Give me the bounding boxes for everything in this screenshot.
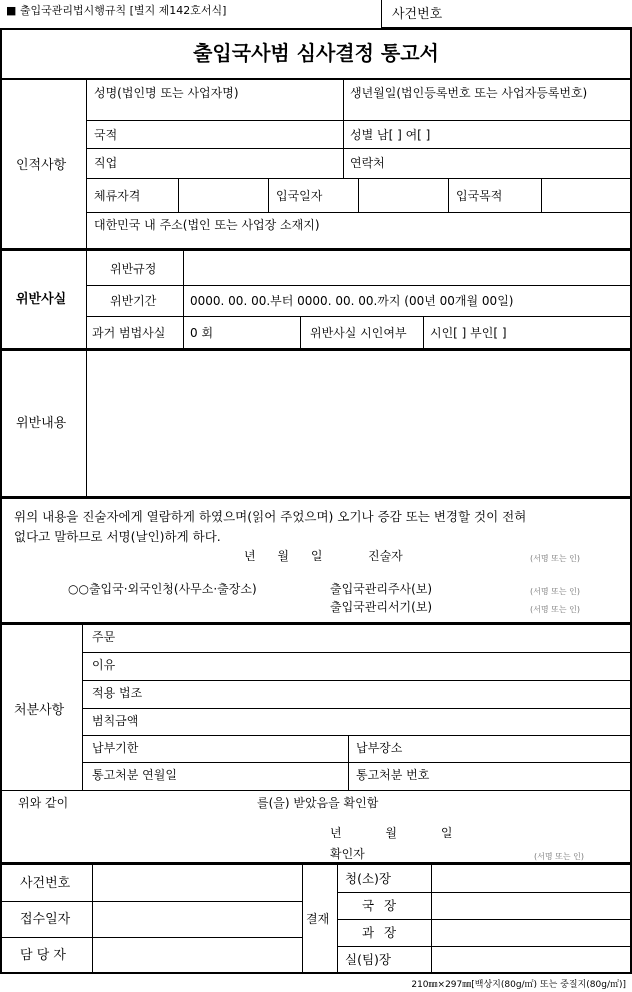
- name-field[interactable]: 성명(법인명 또는 사업자명): [94, 86, 239, 100]
- stater-label: 진술자: [368, 549, 403, 563]
- office-name: ○○출입국·외국인청(사무소·출장소): [68, 582, 257, 596]
- form-reference: ■ 출입국관리법시행규칙 [별지 제142호서식]: [6, 4, 227, 17]
- page-title: 출입국사범 심사결정 통고서: [193, 41, 439, 65]
- statement-line-2: 없다고 말하므로 서명(날인)하게 하다.: [14, 529, 221, 544]
- order-field[interactable]: 주문: [92, 630, 116, 644]
- applied-law-field[interactable]: 적용 법조: [92, 686, 143, 700]
- case-number-label: 사건번호: [392, 7, 443, 22]
- admission-value[interactable]: 시인[ ] 부인[ ]: [430, 326, 507, 340]
- stay-status-field[interactable]: 체류자격: [94, 189, 141, 203]
- statement-date[interactable]: 년 월 일: [244, 549, 323, 563]
- violation-content-area[interactable]: [88, 353, 630, 494]
- confirmer-sign[interactable]: (서명 또는 인): [534, 852, 584, 861]
- footer-person-label: 담 당 자: [20, 948, 66, 963]
- officer-1-sign[interactable]: (서명 또는 인): [530, 587, 580, 596]
- gender-field[interactable]: 성별 남[ ] 여[ ]: [350, 128, 431, 142]
- reason-field[interactable]: 이유: [92, 658, 116, 672]
- entry-purpose-field[interactable]: 입국목적: [456, 189, 503, 203]
- chief-label: 청(소)장: [345, 871, 391, 886]
- payment-place-field[interactable]: 납부장소: [356, 741, 403, 755]
- address-field[interactable]: 대한민국 내 주소(법인 또는 사업장 소재지): [94, 218, 320, 232]
- director-label: 국 장: [362, 898, 397, 913]
- contact-field[interactable]: 연락처: [350, 156, 385, 170]
- footer-case-number-label: 사건번호: [20, 876, 71, 891]
- disposition-section-label: 처분사항: [14, 703, 65, 718]
- fine-amount-field[interactable]: 범칙금액: [92, 714, 139, 728]
- identity-section-label: 인적사항: [16, 158, 67, 173]
- confirm-prefix: 위와 같이: [18, 796, 69, 810]
- footer-receipt-date-label: 접수일자: [20, 912, 71, 927]
- section-head-label: 과 장: [362, 925, 397, 940]
- approval-label: 결재: [306, 912, 330, 926]
- entry-date-field[interactable]: 입국일자: [276, 189, 323, 203]
- content-section-label: 위반내용: [16, 416, 67, 431]
- statement-line-1: 위의 내용을 진술자에게 열람하게 하였으며(읽어 주었으며) 오기나 증감 또는 변경할 것이 전혀: [14, 509, 527, 524]
- stater-sign[interactable]: (서명 또는 인): [530, 554, 580, 563]
- confirmer-label: 확인자: [330, 847, 365, 861]
- violation-section-label: 위반사실: [16, 292, 67, 307]
- nationality-field[interactable]: 국적: [94, 128, 118, 142]
- violation-rule-label: 위반규정: [110, 262, 157, 276]
- job-field[interactable]: 직업: [94, 156, 118, 170]
- paper-spec: 210㎜×297㎜[백상지(80g/㎡) 또는 중질지(80g/㎡)]: [411, 980, 626, 990]
- notice-number-field[interactable]: 통고처분 번호: [356, 768, 430, 782]
- prior-offense-value[interactable]: 0 회: [190, 326, 214, 340]
- room-head-label: 실(팀)장: [345, 952, 391, 967]
- officer-2-label: 출입국관리서기(보): [330, 600, 433, 614]
- officer-1-label: 출입국관리주사(보): [330, 582, 433, 596]
- prior-offense-label: 과거 범법사실: [92, 326, 166, 340]
- officer-2-sign[interactable]: (서명 또는 인): [530, 605, 580, 614]
- birth-field[interactable]: 생년월일(법인등록번호 또는 사업자등록번호): [350, 86, 588, 100]
- violation-period-label: 위반기간: [110, 294, 157, 308]
- confirm-received: 를(을) 받았음을 확인함: [257, 796, 379, 810]
- confirm-date[interactable]: 년 월 일: [330, 826, 453, 840]
- payment-deadline-field[interactable]: 납부기한: [92, 741, 139, 755]
- admission-label: 위반사실 시인여부: [310, 326, 407, 340]
- notice-date-field[interactable]: 통고처분 연월일: [92, 768, 177, 782]
- violation-period-value[interactable]: 0000. 00. 00.부터 0000. 00. 00.까지 (00년 00개월 00일): [190, 294, 514, 308]
